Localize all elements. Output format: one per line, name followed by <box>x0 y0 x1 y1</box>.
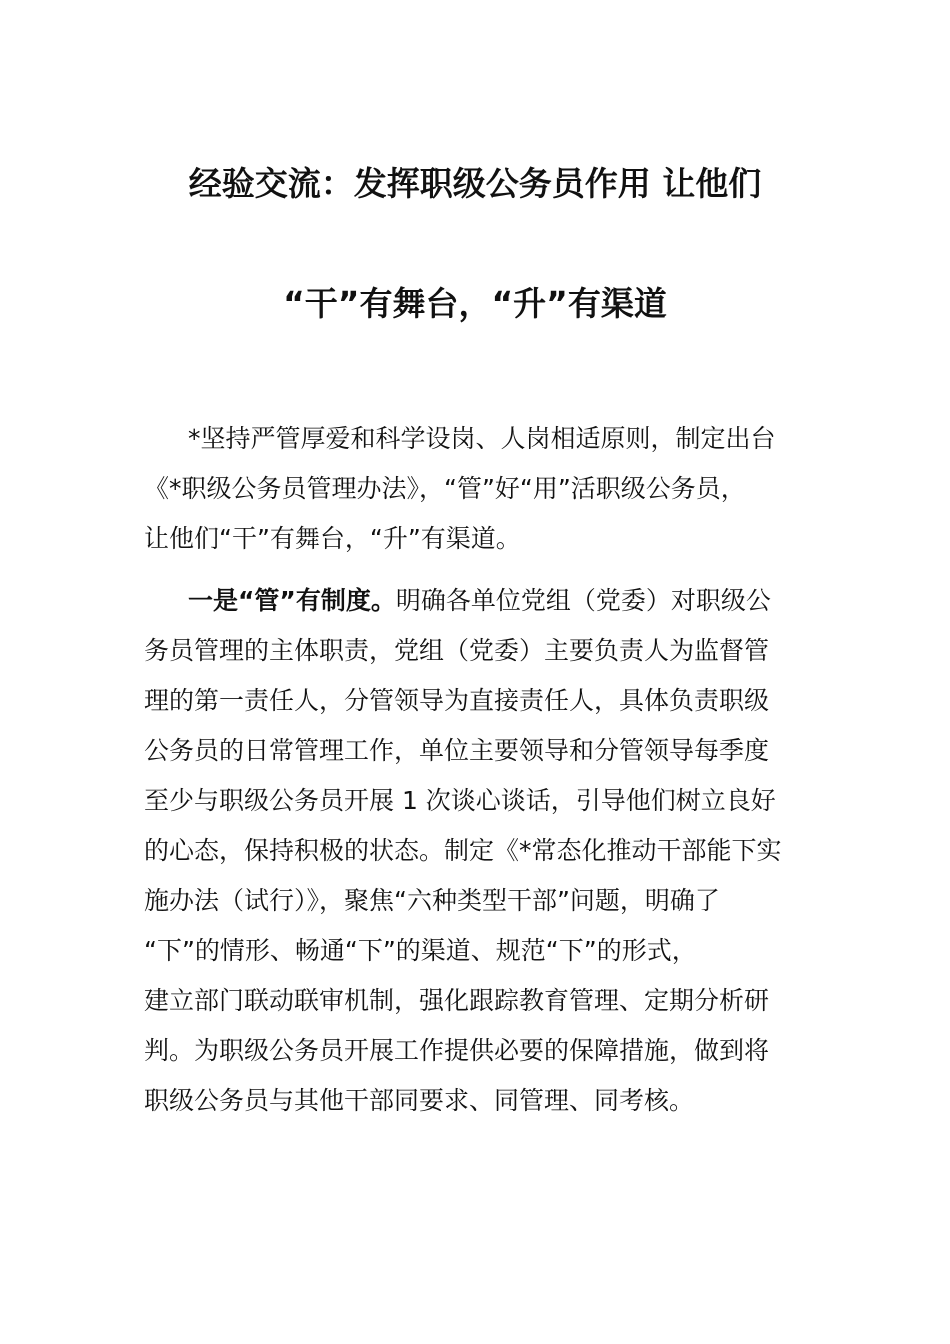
paragraph-line: 判。为职级公务员开展工作提供必要的保障措施，做到将 <box>144 1036 770 1065</box>
section-lead-heading: 一是“管”有制度。 <box>188 586 396 615</box>
paragraph-line: 职级公务员与其他干部同要求、同管理、同考核。 <box>144 1086 695 1115</box>
paragraph-text: 明确各单位党组（党委）对职级公 <box>395 586 771 615</box>
paragraph-line: 建立部门联动联审机制，强化跟踪教育管理、定期分析研 <box>144 986 770 1015</box>
paragraph-line: 的心态，保持积极的状态。制定《*常态化推动干部能下实 <box>144 836 782 865</box>
paragraph-line: 理的第一责任人，分管领导为直接责任人，具体负责职级 <box>144 686 770 715</box>
document-title-line-1: 经验交流：发挥职级公务员作用 让他们 <box>188 164 762 203</box>
paragraph-line: 施办法（试行）》，聚焦“六种类型干部”问题，明确了 <box>144 886 720 915</box>
paragraph-line <box>144 414 814 464</box>
paragraph-line: “下”的情形、畅通“下”的渠道、规范“下”的形式， <box>144 936 697 965</box>
paragraph-text: *坚持严管厚爱和科学设岗、人岗相适原则，制定出台 <box>188 424 776 453</box>
paragraph-line: 务员管理的主体职责，党组（党委）主要负责人为监督管 <box>144 636 770 665</box>
paragraph-line: 《*职级公务员管理办法》，“管”好“用”活职级公务员， <box>144 474 746 503</box>
paragraph-line <box>144 576 814 626</box>
paragraph-line: 公务员的日常管理工作，单位主要领导和分管领导每季度 <box>144 736 770 765</box>
document-title-line-2: “干”有舞台，“升”有渠道 <box>283 284 667 323</box>
intro-paragraph <box>144 414 814 564</box>
section-paragraph-1 <box>144 576 814 1126</box>
paragraph-line: 让他们“干”有舞台，“升”有渠道。 <box>144 524 521 553</box>
paragraph-line: 至少与职级公务员开展 1 次谈心谈话，引导他们树立良好 <box>144 786 776 815</box>
